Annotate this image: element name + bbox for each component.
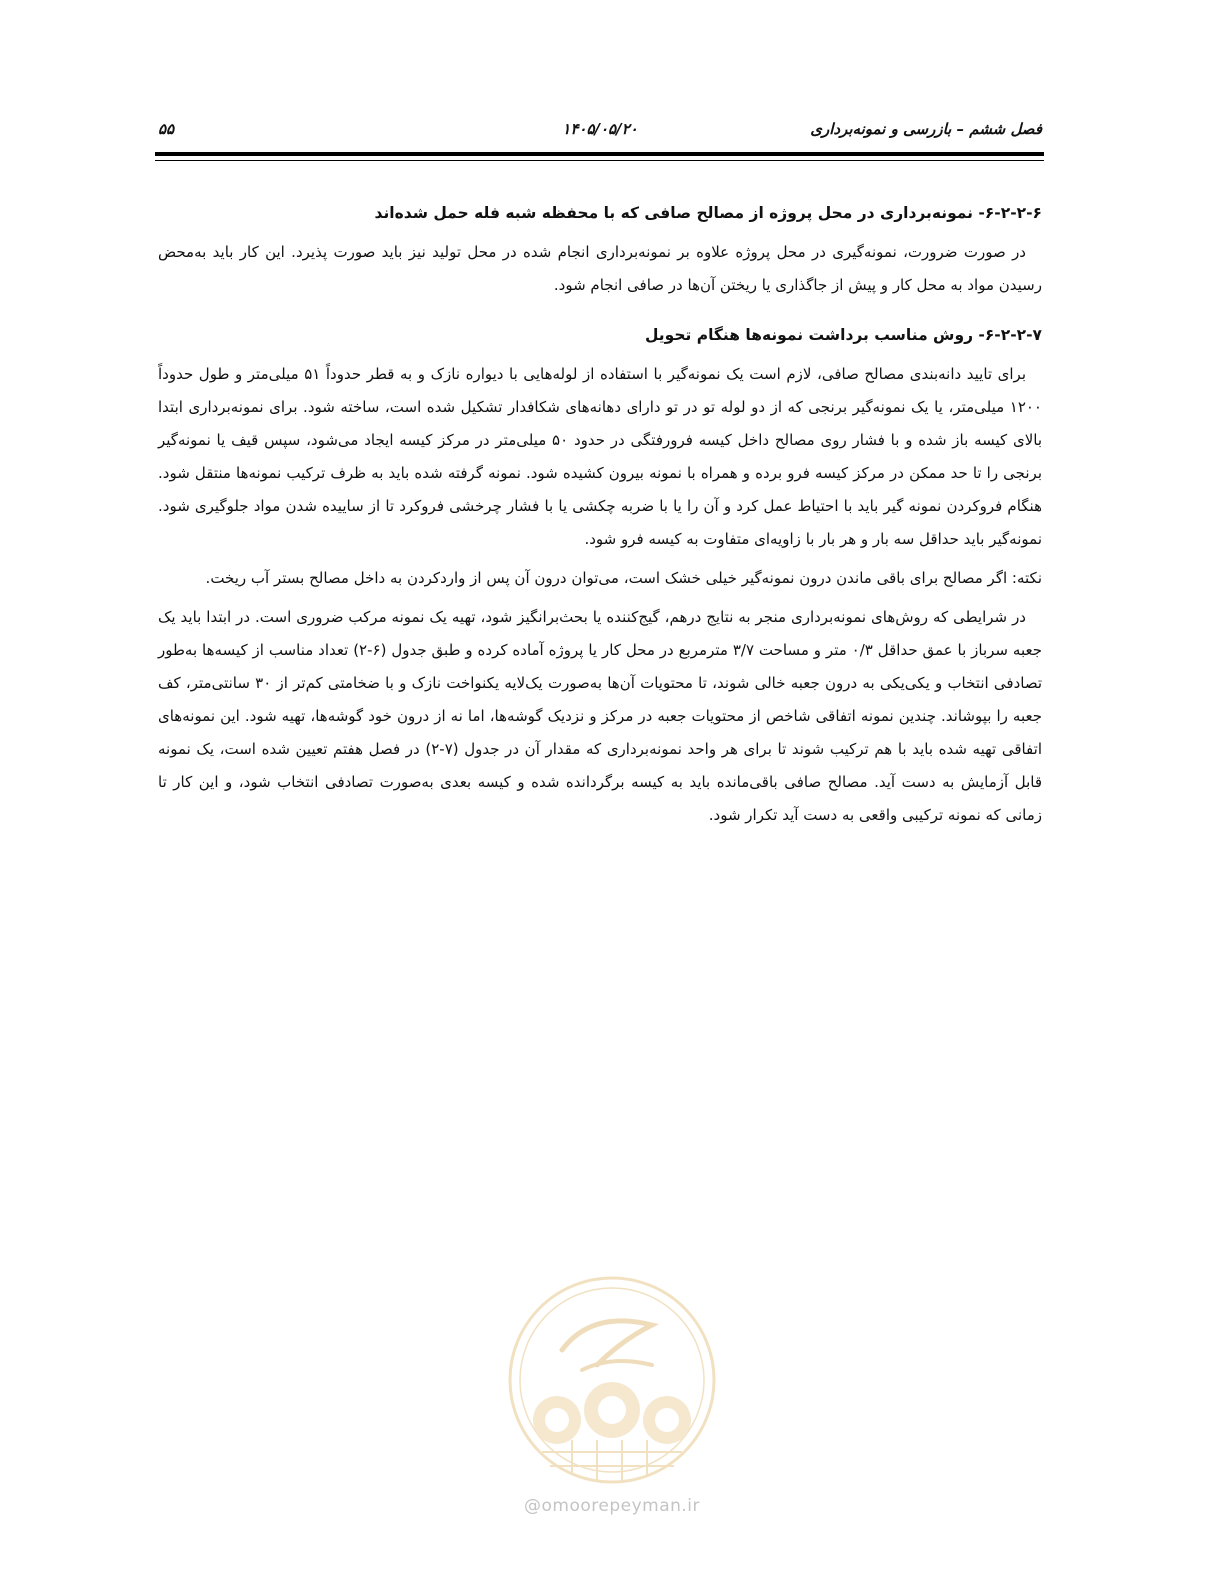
chapter-title: فصل ششم – بازرسی و نمونه‌برداری: [810, 120, 1042, 138]
seal-watermark-icon: [502, 1270, 722, 1490]
section-heading-6-2-2-7: ۶-۲-۲-۷- روش مناسب برداشت نمونه‌ها هنگام تحویل: [644, 326, 1042, 344]
document-body: [158, 198, 1042, 838]
website-watermark: @omoorepeyman.ir: [523, 1496, 701, 1516]
header-date: ۱۴۰۵/۰۵/۲۰: [562, 120, 638, 138]
page-number: ۵۵: [158, 120, 175, 138]
section-6-2-2-7-paragraph-2: در شرایطی که روش‌های نمونه‌برداری منجر به نتایج درهم، گیج‌کننده یا بحث‌برانگیز شود، تهیه یک نمونه مرکب ضروری است. در ابتدا باید یک جعبه سرباز با عمق حداقل ۰/۳ متر و مساحت ۳/۷ مترمربع در محل کار یا پروژه آماده کرده و طبق جدول (۶-۲) تعداد مناسب از کیسه‌ها به‌طور تصادفی انتخاب و یکی‌یکی به درون جعبه خالی شوند، تا محتویات آن‌ها به‌صورت یک‌لایه یکنواخت نازک و با ضخامتی کم‌تر از ۳۰ سانتی‌متر، کف جعبه را بپوشاند. چندین نمونه اتفاقی شاخص از محتویات جعبه در مرکز و نزدیک گوشه‌ها، اما نه از درون خود گوشه‌ها، تهیه شود. این نمونه‌های اتفاقی تهیه شده باید با هم ترکیب شوند تا برای هر واحد نمونه‌برداری که مقدار آن در جدول (۷-۲) در فصل هفتم تعیین شده است، یک نمونه قابل آزمایش به دست آید. مصالح صافی باقی‌مانده باید به کیسه برگردانده شده و کیسه بعدی به‌صورت تصادفی انتخاب شود، و این کار تا زمانی که نمونه ترکیبی واقعی به دست آید تکرار شود.: [158, 608, 1043, 824]
section-heading-6-2-2-6: ۶-۲-۲-۶- نمونه‌برداری در محل پروژه از مصالح صافی که با محفظه شبه فله حمل شده‌اند: [374, 204, 1042, 222]
page-header: [158, 118, 1042, 148]
spacer: [158, 308, 1042, 320]
header-rule-thick: [155, 152, 1044, 156]
section-6-2-2-7-paragraph-1: برای تایید دانه‌بندی مصالح صافی، لازم است یک نمونه‌گیر با استفاده از لوله‌هایی با دیواره نازک و به قطر حدوداً ۵۱ میلی‌متر و طول حدوداً ۱۲۰۰ میلی‌متر، یا یک نمونه‌گیر برنجی که از دو لوله تو در تو دارای دهانه‌های شکافدار تشکیل شده است، ساخته شود. برای نمونه‌برداری ابتدا بالای کیسه باز شده و با فشار روی مصالح داخل کیسه فرورفتگی در حدود ۵۰ میلی‌متر در مرکز کیسه ایجاد می‌شود، سپس قیف یا نمونه‌گیر برنجی را تا حد ممکن در مرکز کیسه فرو برده و همراه با نمونه بیرون کشیده شود. نمونه گرفته شده باید به ظرف ترکیب نمونه‌ها منتقل شود. هنگام فروکردن نمونه گیر باید با احتیاط عمل کرد و آن را یا با ضربه چکشی یا با فشار چرخشی فروکرد تا از ساییده شدن مواد جلوگیری شود. نمونه‌گیر باید حداقل سه بار و هر بار با زاویه‌ای متفاوت به کیسه فرو شود.: [158, 365, 1042, 548]
note-paragraph: نکته: اگر مصالح برای باقی ماندن درون نمونه‌گیر خیلی خشک است، می‌توان درون آن پس از واردکردن به داخل مصالح بستر آب ریخت.: [205, 569, 1042, 587]
section-6-2-2-6-paragraph: در صورت ضرورت، نمونه‌گیری در محل پروژه علاوه بر نمونه‌برداری انجام شده در محل تولید نیز باید صورت پذیرد. این کار باید به‌محض رسیدن مواد به محل کار و پیش از جاگذاری یا ریختن آن‌ها در صافی انجام شود.: [158, 243, 1042, 294]
header-rule-thin: [155, 160, 1044, 161]
